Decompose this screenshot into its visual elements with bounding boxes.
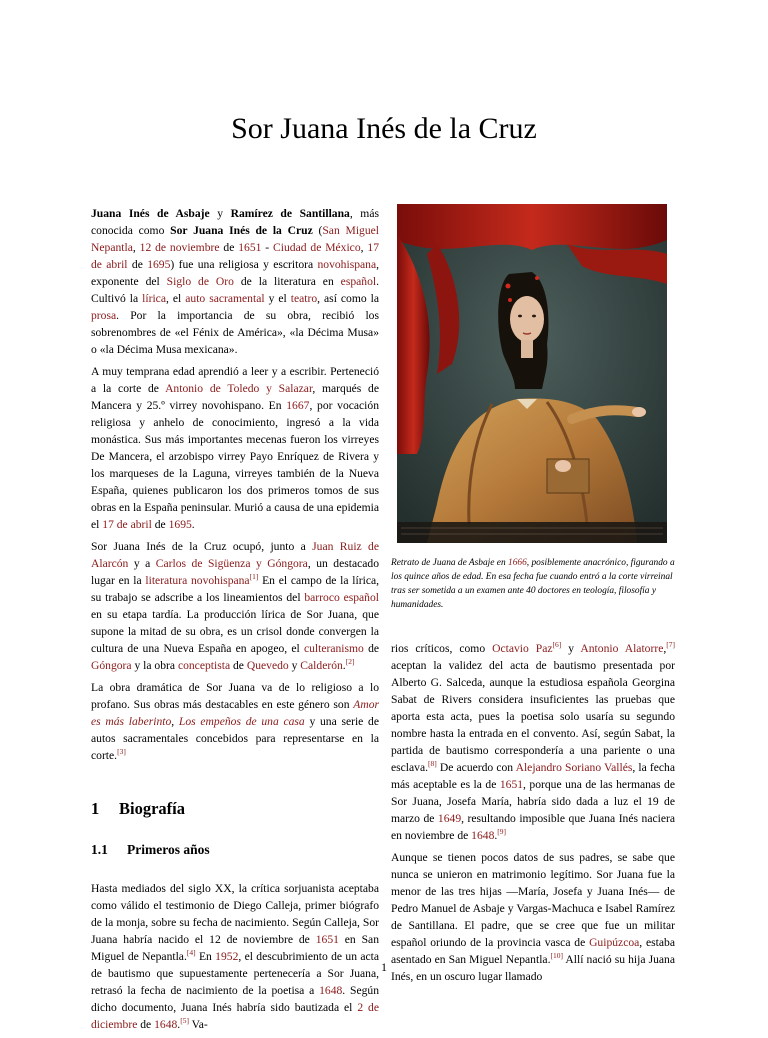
link-antonio-alatorre[interactable]: Antonio Alatorre [580, 642, 664, 655]
paragraph-early-life-summary: A muy temprana edad aprendió a leer y a escribir. Perteneció a la corte de Antonio de Toledo y Salazar, marqués de Mancera y 25.º virrey novohispano. En 1667, por vocación religiosa y anhelo de conocimiento, ingresó a la vida monástica. Sus más importantes mecenas fueron los virreyes De Mancera, el arzobispo virrey Payo Enríquez de Rivera y los marqueses de la Laguna, virreyes también de la Nueva España, quienes publicaron los dos primeros tomos de sus obras en la España peninsular. Murió a causa de una epidemia el 17 de abril de 1695. [91, 365, 379, 531]
ref-9[interactable]: [9] [497, 827, 507, 837]
link-birthplace[interactable]: San Miguel Nepantla [91, 224, 379, 254]
ref-6[interactable]: [6] [552, 640, 562, 650]
right-column [391, 640, 675, 990]
portrait-figure [397, 204, 667, 543]
link-conceptista[interactable]: conceptista [177, 659, 231, 672]
link-1648[interactable]: 1648 [319, 984, 343, 997]
ref-5[interactable]: [5] [180, 1016, 189, 1026]
link-antonio-de-toledo[interactable]: Antonio de Toledo y Salazar [165, 382, 313, 395]
link-siguenza[interactable]: Carlos de Sigüenza y Góngora [155, 557, 308, 570]
link-1667[interactable]: 1667 [286, 399, 310, 412]
link-amor-es-mas-laberinto[interactable]: Amor es más laberinto [91, 698, 379, 728]
section-heading-biografia: 1 Biografía [91, 799, 185, 818]
link-quevedo[interactable]: Quevedo [246, 659, 289, 672]
subject-surname: Ramírez de Santillana [230, 207, 350, 220]
link-death-year-2[interactable]: 1695 [168, 518, 192, 531]
link-barroco-espanol[interactable]: barroco español [304, 591, 379, 604]
link-octavio-paz[interactable]: Octavio Paz [492, 642, 553, 655]
paragraph-literary-place: Sor Juana Inés de la Cruz ocupó, junto a Juan Ruiz de Alarcón y a Carlos de Sigüenza y Góngora, un destacado lugar en la literatura novohispana[1] En el campo de la lírica, su trabajo se adscribe a los lineamientos del barroco español en su etapa tardía. La producción lírica de Sor Juana, que supone la mitad de su obra, es un crisol donde convergen la cultura de una Nueva España en apogeo, el culteranismo de Góngora y la obra conceptista de Quevedo y Calderón.[2] [91, 540, 380, 672]
link-prosa[interactable]: prosa [91, 309, 117, 322]
page-number: 1 [381, 960, 387, 974]
link-los-empenos[interactable]: Los empeños de una casa [178, 715, 305, 728]
link-death-year[interactable]: 1695 [147, 258, 171, 271]
ref-8[interactable]: [8] [428, 759, 437, 769]
link-1648-c[interactable]: 1648 [471, 829, 495, 842]
subsection-heading-primeros-anos: 1.1 Primeros años [91, 842, 210, 857]
link-birth-date[interactable]: 12 de noviembre [139, 241, 220, 254]
link-literatura-novohispana[interactable]: literatura novohispana [145, 574, 250, 587]
left-column [91, 205, 379, 1038]
link-gongora[interactable]: Góngora [91, 659, 132, 672]
link-culteranismo[interactable]: culteranismo [303, 642, 364, 655]
paragraph-critics: rios críticos, como Octavio Paz[6] y Antonio Alatorre,[7] aceptan la validez del acta de bautismo presentada por Alberto G. Salceda, aunque la estudiosa española Georgina Sabat de Rivers considera insuficientes las pruebas que aporta esta acta, pues la poetisa solo usaría su segundo nombre hasta la entrada en el convento. Así, según Sabat, la partida de bautismo correspondería a una pariente o una esclava.[8] De acuerdo con Alejandro Soriano Vallés, la fecha más aceptable es la de 1651, porque una de las hermanas de Sor Juana, Josefa María, habría sido dada a luz el 19 de marzo de 1649, resultando imposible que Juana Inés naciera en noviembre de 1648.[9] [391, 640, 675, 842]
link-ruiz-de-alarcon[interactable]: Juan Ruiz de Alarcón [91, 540, 379, 570]
link-death-date[interactable]: 17 de abril [91, 241, 380, 271]
link-calderon[interactable]: Calderón [300, 659, 343, 672]
link-teatro[interactable]: teatro [290, 292, 318, 305]
link-1666[interactable]: 1666 [508, 558, 527, 568]
ref-4[interactable]: [4] [186, 948, 196, 958]
subject-name: Juana Inés de Asbaje [91, 207, 210, 220]
link-1651[interactable]: 1651 [315, 933, 339, 946]
link-death-place[interactable]: Ciudad de México [273, 241, 361, 254]
paragraph-dramatic-work: La obra dramática de Sor Juana va de lo religioso a lo profano. Sus obras más destacables en este género son Amor es más laberinto, Los empeños de una casa y una serie de autos sacramentales concebidos para representarse en la corte.[3] [91, 681, 379, 762]
paragraph-parents: Aunque se tienen pocos datos de sus padres, se sabe que nunca se unieron en matrimonio legítimo. Sor Juana fue la menor de las tres hijas —María, Josefa y Juana Inés— de Pedro Manuel de Asbaje y Vargas-Machuca e Isabel Ramírez de Santillana. El padre, que se cree que fue un militar español oriundo de la provincia vasca de Guipúzcoa, estaba asentado en San Miguel Nepantla.[10] Allí nació su hija Juana Inés, en un oscuro lugar llamado [391, 851, 675, 983]
link-birth-year[interactable]: 1651 [238, 241, 262, 254]
ref-10[interactable]: [10] [550, 951, 563, 961]
link-2-de-diciembre[interactable]: 2 de diciembre [91, 1001, 380, 1031]
link-guipuzcoa[interactable]: Guipúzcoa [589, 936, 640, 949]
ref-3[interactable]: [3] [117, 747, 126, 757]
ref-2[interactable]: [2] [345, 657, 355, 667]
paragraph-birth-date-debate: Hasta mediados del siglo XX, la crítica sorjuanista aceptaba como válido el testimonio de Diego Calleja, primer biógrafo de la monja, sobre su fecha de nacimiento. Según Calleja, Sor Juana habría nacido el 12 de noviembre de 1651 en San Miguel de Nepantla.[4] En 1952, el descubrimiento de un acta de bautismo que supuestamente pertenecería a Sor Juana, retrasó la fecha de nacimiento de la poetisa a 1648. Según dicho documento, Juana Inés habría sido bautizada el 2 de diciembre de 1648.[5] Va- [91, 882, 380, 1031]
link-espanol[interactable]: español [340, 275, 377, 288]
link-1952[interactable]: 1952 [215, 950, 239, 963]
ref-7[interactable]: [7] [666, 640, 675, 650]
link-1648-b[interactable]: 1648 [154, 1018, 178, 1031]
figure-caption: Retrato de Juana de Asbaje en 1666, posiblemente anacrónico, figurando a los quince años de edad. En esa fecha fue cuando entró a la corte virreinal tras ser sometida a un examen ante 40 doctores en teología, filosofía y humanidades. [391, 558, 675, 610]
link-lirica[interactable]: lírica [142, 292, 166, 305]
link-1651-b[interactable]: 1651 [499, 778, 524, 791]
intro-paragraph: Juana Inés de Asbaje y Ramírez de Santillana, más conocida como Sor Juana Inés de la Cruz (San Miguel Nepantla, 12 de noviembre de 1651 - Ciudad de México, 17 de abril de 1695) fue una religiosa y escritora novohispana, exponente del Siglo de Oro de la literatura en español. Cultivó la lírica, el auto sacramental y el teatro, así como la prosa. Por la importancia de su obra, recibió los sobrenombres de «el Fénix de América», «la Décima Musa» o «la Décima Musa mexicana». [91, 207, 380, 356]
link-soriano-valles[interactable]: Alejandro Soriano Vallés [515, 761, 633, 774]
link-death-date-2[interactable]: 17 de abril [102, 518, 152, 531]
link-novohispana[interactable]: novohispana [317, 258, 377, 271]
link-siglo-de-oro[interactable]: Siglo de Oro [166, 275, 234, 288]
link-auto-sacramental[interactable]: auto sacramental [185, 292, 265, 305]
ref-1[interactable]: [1] [249, 572, 259, 582]
page-title: Sor Juana Inés de la Cruz [231, 112, 537, 145]
portrait-painting-image [397, 204, 667, 543]
known-as: Sor Juana Inés de la Cruz [170, 224, 313, 237]
link-1649[interactable]: 1649 [437, 812, 462, 825]
